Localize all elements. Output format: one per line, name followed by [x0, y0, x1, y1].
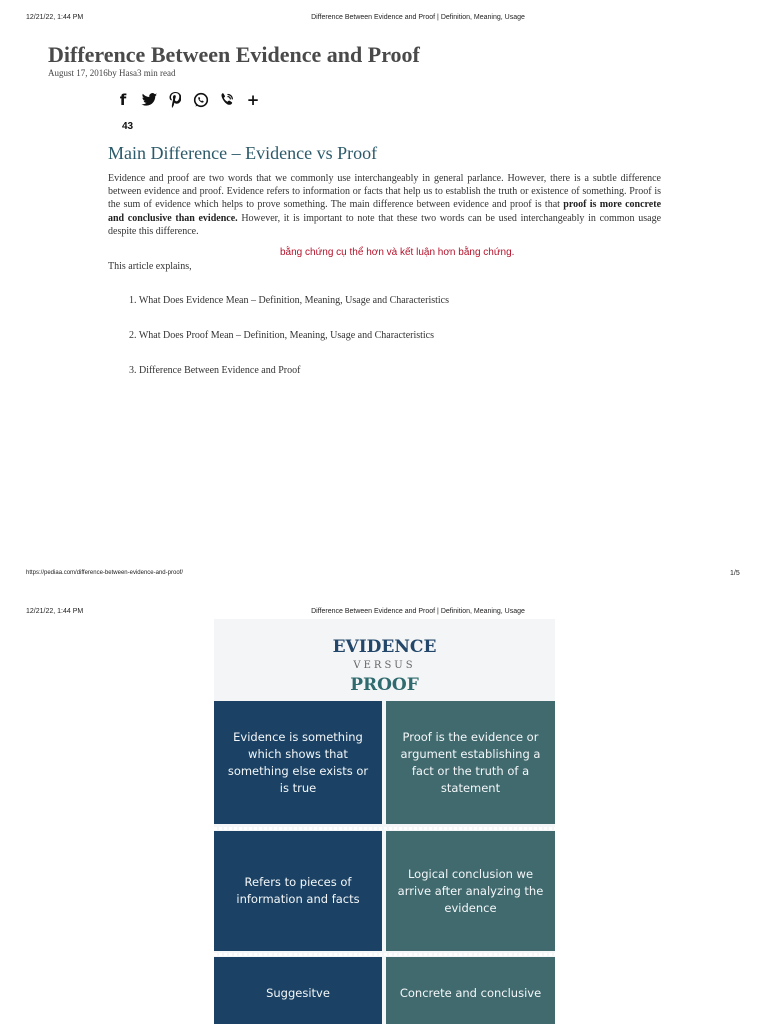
proof-cell-1: Proof is the evidence or argument establishing a fact or the truth of a statement [386, 701, 555, 824]
evidence-cell-3: Suggesitve [214, 957, 382, 1024]
section-heading: Main Difference – Evidence vs Proof [108, 143, 378, 163]
comparison-infographic [214, 619, 555, 1024]
para-bold: proof is more concrete and conclusive than evidence. [108, 199, 662, 224]
intro-paragraph [108, 172, 661, 238]
share-count: 43 [122, 121, 134, 132]
row-divider [214, 953, 555, 956]
evidence-cell-1: Evidence is something which shows that something else exists or is true [214, 701, 382, 824]
article-meta: August 17, 2016by Hasa3 min read [48, 68, 176, 78]
plus-icon[interactable]: + [246, 91, 260, 109]
infographic-title-block [214, 619, 555, 701]
print-header-date-2: 12/21/22, 1:44 PM [26, 608, 84, 615]
handwritten-annotation: bằng chứng cụ thể hơn và kết luận hơn bằng chứng. [280, 247, 515, 258]
print-footer-page: 1/5 [730, 570, 740, 577]
share-bar [113, 90, 263, 110]
infographic-title-versus: VERSUS [353, 660, 416, 671]
print-footer-url: https://pediaa.com/difference-between-evidence-and-proof/ [26, 570, 183, 576]
proof-cell-2: Logical conclusion we arrive after analyzing the evidence [386, 831, 555, 951]
print-header-title: Difference Between Evidence and Proof | Definition, Meaning, Usage [311, 14, 525, 21]
proof-cell-3: Concrete and conclusive [386, 957, 555, 1024]
para-text-2: However, it is important to note that these two words can be used interchangeably in common usage despite this difference. [108, 212, 662, 237]
pinterest-icon[interactable] [165, 90, 185, 110]
print-header-date: 12/21/22, 1:44 PM [26, 14, 84, 21]
evidence-cell-2: Refers to pieces of information and facts [214, 831, 382, 951]
toc-link-1[interactable]: 1. What Does Evidence Mean – Definition, Meaning, Usage and Characteristics [129, 295, 449, 306]
infographic-title-evidence: EVIDENCE [332, 637, 437, 657]
toc-link-2[interactable]: 2. What Does Proof Mean – Definition, Meaning, Usage and Characteristics [129, 330, 435, 341]
article-explains: This article explains, [108, 261, 192, 272]
print-header-title-2: Difference Between Evidence and Proof | Definition, Meaning, Usage [311, 608, 525, 615]
infographic-title-proof: PROOF [350, 675, 419, 695]
toc-link-3[interactable]: 3. Difference Between Evidence and Proof [129, 365, 301, 376]
facebook-icon[interactable]: f [119, 91, 127, 109]
whatsapp-icon[interactable] [191, 90, 211, 110]
row-divider [214, 827, 555, 830]
para-text-1: Evidence and proof are two words that we commonly use interchangeably in general parlance. However, there is a subtle difference between evidence and proof. Evidence refers to information or facts that help us to establish the truth or existence of something. Proof is the sum of evidence which helps to prove something. The main difference between evidence and proof is that [108, 173, 661, 211]
article-title: Difference Between Evidence and Proof [48, 42, 420, 67]
viber-icon[interactable] [217, 90, 237, 110]
twitter-icon[interactable] [139, 90, 159, 110]
